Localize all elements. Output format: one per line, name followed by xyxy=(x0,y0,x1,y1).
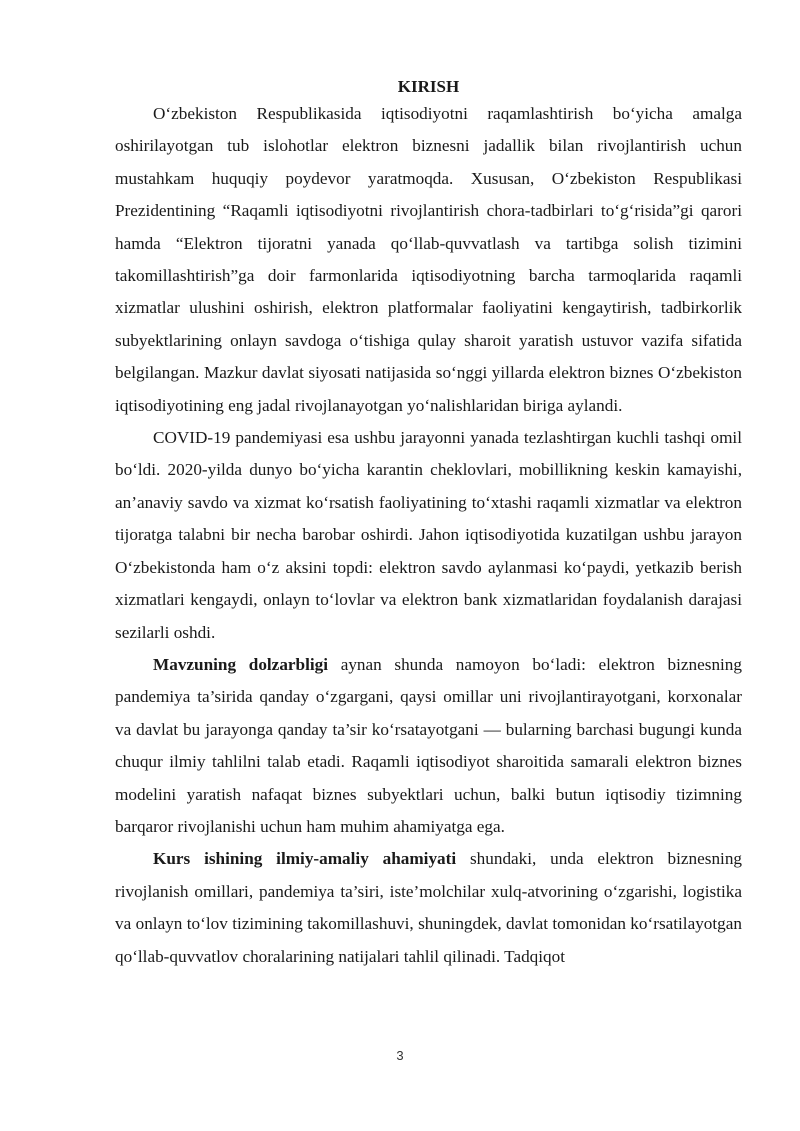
paragraph-covid-text: COVID-19 pandemiyasi esa ushbu jarayonni yanada tezlashtirgan kuchli tashqi omil bo‘ldi. 2020-yilda dunyo bo‘yicha karantin cheklovlari, mobillikning keskin kamayishi, an’anaviy savdo va xizmat ko‘rsatish faoliyatining to‘xtashi raqamli xizmatlar va elektron tijoratga talabni bir necha barobar oshirdi. Jahon iqtisodiyotida kuzatilgan ushbu jarayon O‘zbekistonda ham o‘z aksini topdi: elektron savdo aylanmasi ko‘paydi, yetkazib berish xizmatlari kengaydi, onlayn to‘lovlar va elektron bank xizmatlaridan foydalanish darajasi sezilarli oshdi. xyxy=(115,428,742,642)
page-number: 3 xyxy=(396,1048,404,1063)
paragraph-relevance-text: aynan shunda namoyon bo‘ladi: elektron biznesning pandemiya ta’sirida qanday o‘zgargani, qaysi omillar uni rivojlantirayotgani, korxonalar va davlat bu jarayonga qanday ta’sir ko‘rsatayotgani — bularning barchasi bugungi kunda chuqur ilmiy tahlilni talab etadi. Raqamli iqtisodiyot sharoitida samarali elektron biznes modelini yaratish nafaqat biznes subyektlari uchun, balki butun iqtisodiy tizimning barqaror rivojlanishi uchun ham muhim ahamiyatga ega. xyxy=(115,654,742,836)
paragraph-significance xyxy=(115,843,742,973)
paragraph-intro-text: O‘zbekiston Respublikasida iqtisodiyotni raqamlashtirish bo‘yicha amalga oshirilayotgan tub islohotlar elektron biznesni jadallik bilan rivojlantirish uchun mustahkam huquqiy poydevor yaratmoqda. Xususan, O‘zbekiston Respublikasi Prezidentining “Raqamli iqtisodiyotni rivojlantirish chora-tadbirlari to‘g‘risida”gi qarori hamda “Elektron tijoratni yanada qo‘llab-quvvatlash va tartibga solish tizimini takomillashtirish”ga doir farmonlarida iqtisodiyotning barcha tarmoqlarida raqamli xizmatlar ulushini oshirish, elektron platformalar faoliyatini kengaytirish, tadbirkorlik subyektlarining onlayn savdoga o‘tishiga qulay sharoit yaratish ustuvor vazifa sifatida belgilangan. Mazkur davlat siyosati natijasida so‘nggi yillarda elektron biznes O‘zbekiston iqtisodiyotining eng jadal rivojlanayotgan yo‘nalishlaridan biriga aylandi. xyxy=(115,104,742,415)
page-content xyxy=(115,76,742,973)
paragraph-intro xyxy=(115,98,742,422)
paragraph-relevance xyxy=(115,649,742,843)
paragraph-covid xyxy=(115,422,742,649)
section-heading: KIRISH xyxy=(397,77,460,96)
paragraph-significance-bold: Kurs ishining ilmiy-amaliy ahamiyati xyxy=(153,849,457,869)
paragraph-relevance-bold: Mavzuning dolzarbligi xyxy=(153,654,329,674)
paragraph-significance-text: shundaki, unda elektron biznesning rivojlanish omillari, pandemiya ta’siri, iste’molchilar xulq-atvorining o‘zgarishi, logistika va onlayn to‘lov tizimining takomillashuvi, shuningdek, davlat tomonidan ko‘rsatilayotgan qo‘llab-quvvatlov choralarining natijalari tahlil qilinadi. Tadqiqot xyxy=(115,849,743,966)
